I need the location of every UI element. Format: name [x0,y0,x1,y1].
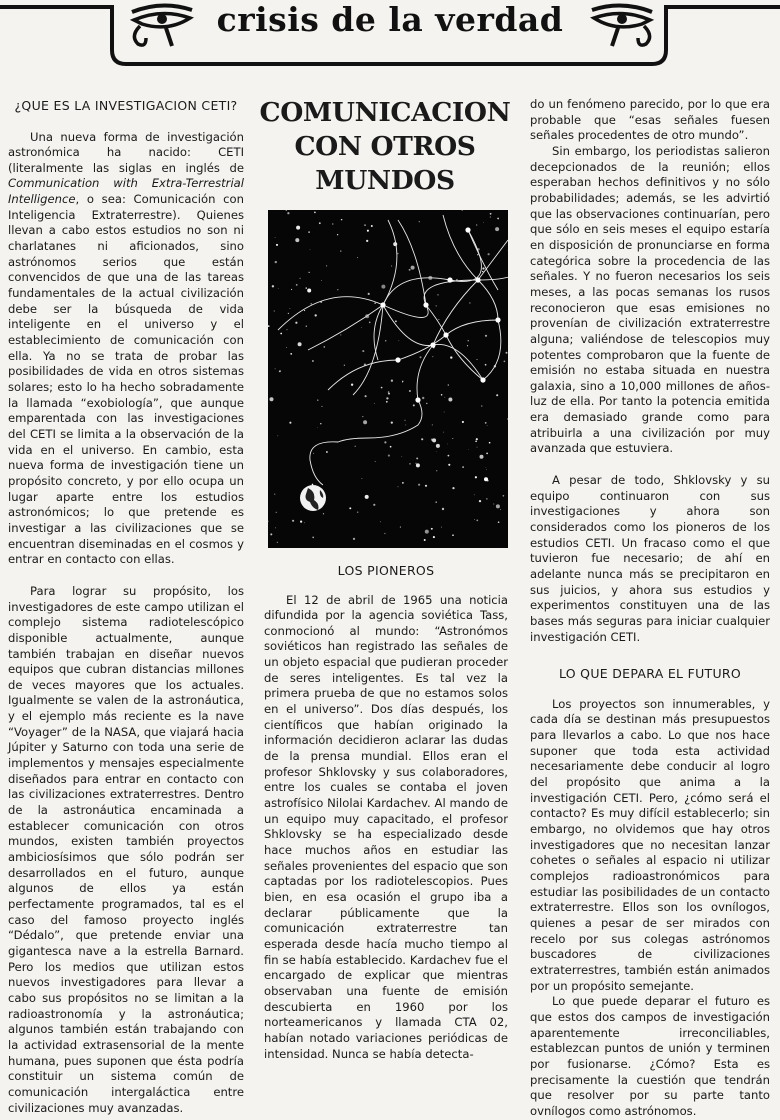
star [277,435,278,436]
star [432,424,433,425]
star [462,466,464,468]
middle-column [264,96,508,1062]
star [444,412,445,413]
star [390,446,392,448]
star [504,361,506,363]
star [474,519,475,520]
star [485,335,487,337]
star [340,334,341,335]
star [288,313,289,314]
star [500,509,501,510]
star [278,288,279,289]
article-title [252,96,518,198]
star [300,278,301,279]
star [475,440,477,442]
star [312,360,314,362]
star [409,463,410,464]
right-column [530,97,770,1120]
star [361,327,362,328]
star [275,261,277,263]
paragraph [8,130,244,568]
star [436,444,440,448]
star [486,467,487,468]
star [291,289,292,290]
star [357,257,358,258]
star-node [443,332,448,337]
star [341,219,343,221]
star-node [495,317,500,322]
star [477,254,478,255]
star [431,439,433,441]
star [480,455,484,459]
text: , o sea: Comunicación con Inteligencia Extraterrestre). Quienes llevan a cabo estos estudios no son ni charlatanes ni aficionados, sino astrónomos serios que están convencidos de que una de las tareas fundamentales de la actual civilización debe ser la búsqueda de vida inteligente en el universo y el establecimiento de comunicación con ella. Ya no se trata de probar las posibilidades de vida en otros sistemas solares; esto lo ha hecho sobradamente la llamada “exobiología”, que aunque emparentada con las investigaciones del CETI se limita a la observación de la vida en el universo. En cambio, esta nueva forma de investigación tiene un propósito concreto, y por ello ocupa un lugar aparte entre los estudios astronómicos; lo que pretende es investigar a las civilizaciones que se encuentran diseminadas en el cosmos y entrar en contacto con ellas. [8,192,244,566]
star [431,528,433,530]
star [485,422,487,424]
left-column [8,98,244,1116]
star [324,346,326,348]
star [369,322,371,324]
star [452,487,454,489]
star [409,390,411,392]
star [313,453,314,454]
paragraph: Para lograr su propósito, los investigadores de este campo utilizan el complejo sistema radiotelescópico disponible actualmente, aunque también trabajan en diseñar nuevos equipos que cubran distancias millones de veces mayores que los actuales. Igualmente se valen de la astronáutica, y el ejemplo más reciente es la nave “Voyager” de la NASA, que viajará hacia Júpiter y Saturno con toda una serie de implementos y mensajes especialmente diseñados para entrar en contacto con las civilizaciones extraterrestres. Dentro de la astronáutica encaminada a establecer comunicación con otros mundos, existen también proyectos ambiciosísimos que sólo podrán ser desarrollados en el futuro, aunque algunos de ellos ya están perfectamente programados, tal es el caso del famoso proyecto inglés “Dédalo”, que pretende enviar una gigantesca nave a la estrella Barnard. Pero los medios que utilizan estos nuevos investigadores para llevar a cabo sus propósitos no se limitan a la radioastronomía y la astronáutica; algunos también están trabajando con la actividad extrasensorial de la mente humana, pues suponen que ésta podría constituir un sistema común de comunicación intergaláctica entre civilizaciones muy avanzadas. [8,584,244,1116]
star [274,311,275,312]
filament [308,305,483,380]
star [384,533,385,534]
star [400,527,401,528]
star [275,528,276,529]
star [484,477,488,481]
star-node [415,397,420,402]
section-heading-futuro: LO QUE DEPARA EL FUTURO [530,666,770,682]
star [362,350,364,352]
star [419,221,420,222]
star [425,485,427,487]
star [447,444,448,445]
star [326,451,328,453]
star [479,500,481,502]
star [312,536,314,538]
star [274,494,275,495]
star [386,397,388,399]
star [490,213,492,215]
star [380,521,381,522]
star [476,520,478,522]
star [496,394,498,396]
title-line: MUNDOS [252,164,518,198]
star [411,266,415,270]
paragraph: do un fenómeno parecido, por lo que era probable que “esas señales fuesen señales procedentes de otro mundo”. [530,97,770,144]
star [391,421,393,423]
star [312,484,314,486]
star [435,501,437,503]
star [306,326,307,327]
earth-icon [300,485,326,511]
star [462,210,463,211]
star [362,478,363,479]
star [371,225,373,227]
star [268,325,270,327]
star [384,441,386,443]
star [344,365,345,366]
star [469,302,470,303]
star [385,340,387,342]
star [413,404,415,406]
filament [310,400,422,485]
filament [328,320,498,390]
star [391,265,392,266]
star [468,340,469,341]
section-header [0,0,780,72]
star [476,224,477,225]
star [292,520,294,522]
star [507,419,508,420]
star [353,538,355,540]
star [462,421,464,423]
star [375,461,376,462]
star [506,352,508,354]
starfield-with-earth-illustration [268,210,508,548]
star [277,542,278,543]
star [448,464,450,466]
star [477,447,478,448]
star [306,287,307,288]
star [418,484,420,486]
star [476,438,478,440]
star [481,405,482,406]
star [364,224,366,226]
star [365,395,367,397]
star-node [480,377,485,382]
star [388,391,390,393]
star [321,280,322,281]
star [443,432,444,433]
star [391,380,393,382]
star [397,253,399,255]
star [295,238,299,242]
star [497,218,499,220]
star [374,303,375,304]
title-line: COMUNICACION [252,96,518,130]
star [374,403,375,404]
eye-of-horus-icon [588,2,656,50]
star [289,422,291,424]
star [322,406,323,407]
paragraph: El 12 de abril de 1965 una noticia difundida por la agencia soviética Tass, conmocionó al mundo: “Astronómos soviéticos han registrado las señales de un objeto espacial que pudieran proceder de seres inteligentes. Es tal vez la primera prueba de que no estamos solos en el universo”. Dos días después, los científicos que habían originado la información decidieron aclarar las dudas de la prensa mundial. Ellos eran el profesor Shklovsky y sus colaboradores, entre los cuales se contaba el joven astrofísico Nilolai Kardachev. Al mando de un equipo muy capacitado, el profesor Shklovsky se ha especializado desde hace muchos años en estudiar las señales provenientes del espacio que son captadas por los radiotelescopios. Pues bien, en esa ocasión el grupo iba a declarar públicamente que la comunicación extraterrestre tan esperada desde hacía mucho tiempo al fin se había establecido. Kardachev fue el encargado de explicar que mientras observaban una fuente de emisión descubierta en 1960 por los norteamericanos y llamada CTA 02, habían notado variaciones periódicas de intensidad. Nunca se había detecta- [264,593,508,1063]
star [386,401,388,403]
star [287,212,289,214]
star [332,223,333,224]
star [395,320,397,322]
star [448,384,450,386]
star [319,222,321,224]
star [419,356,421,358]
star [275,368,276,369]
star [368,293,370,295]
star [487,425,488,426]
star [475,476,477,478]
star [287,329,288,330]
star [432,356,433,357]
star [398,340,399,341]
paragraph: Los proyectos son innumerables, y cada día se destinan más presupuestos para llevarlos a cabo. Lo que nos hace suponer que toda esta actividad necesariamente debe conducir al logro del propósito que anima a la investigación CETI. Pero, ¿cómo será el contacto? Es muy difícil establecerlo; sin embargo, no olvidemos que hay otros investigadores que no necesitan lanzar cohetes o señales al espacio ni utilizar complejos radioastronómicos para estudiar las posibilidades de un contacto extraterrestre. Ellos son los ovnílogos, quienes a pesar de ser mirados con recelo por sus colegas astrónomos buscadores de civilizaciones extraterrestres, también están animados por un propósito semejante. [530,697,770,994]
star [300,521,302,523]
star [315,314,317,316]
star-node [465,227,470,232]
star [415,463,416,464]
star [404,420,405,421]
star [349,507,351,509]
star [308,231,310,233]
filament [398,220,483,380]
star [468,449,469,450]
star [270,397,274,401]
star [489,442,491,444]
star [296,226,300,230]
star [401,456,402,457]
star [436,305,437,306]
star [311,303,312,304]
star [337,289,338,290]
section-heading-ceti: ¿QUE ES LA INVESTIGACION CETI? [8,98,244,114]
star [405,424,406,425]
section-heading-pioneros: LOS PIONEROS [264,563,508,579]
star [309,272,310,273]
star [452,438,453,439]
star [441,527,442,528]
star [388,393,390,395]
star-node [447,277,452,282]
eye-of-horus-icon [128,2,196,50]
star [320,423,321,424]
header-title: crisis de la verdad [200,0,580,40]
star [381,387,383,389]
star [365,495,369,499]
star [441,394,443,396]
star [416,457,418,459]
star [496,504,500,508]
star [421,438,423,440]
star [444,397,445,398]
star [402,482,404,484]
title-line: CON OTROS [252,130,518,164]
star [436,451,437,452]
star [355,446,356,447]
star [304,310,305,311]
star [337,234,338,235]
italic-text: Communication with Extra-Terrestrial Intelligence [8,176,244,206]
star [290,353,292,355]
star [272,285,274,287]
paragraph: Lo que puede deparar el futuro es que estos dos campos de investigación aparentemente irreconciliables, establezcan puntos de unión y terminen por fusionarse. ¿Cómo? Esta es precisamente la cuestión que tendrán que resolver por su parte tanto ovnílogos como astrónomos. [530,994,770,1119]
star [279,370,281,372]
star [367,230,369,232]
star [388,455,390,457]
star [304,522,305,523]
star [366,240,368,242]
star [373,504,375,506]
star-node [423,302,428,307]
star [317,399,318,400]
star [425,530,429,534]
star [362,416,363,417]
star [276,244,278,246]
star [498,521,500,523]
text: Una nueva forma de investigación astronómica ha nacido: CETI (literalmente las siglas en inglés de [8,130,244,175]
star [275,237,276,238]
star [436,470,437,471]
star [310,249,311,250]
star [276,512,277,513]
star [486,469,487,470]
star [314,212,316,214]
star [351,384,353,386]
star [317,427,318,428]
star [438,319,439,320]
star [433,536,435,538]
star [450,356,452,358]
paragraph: Sin embargo, los periodistas salieron decepcionados de la reunión; ellos esperaban hechos definitivos y no sólo probabilidades; además, se les advirtió que las observaciones continuarían, pero que sólo en seis meses el equipo estaría en disposición de pronunciarse en forma categórica sobre la procedencia de las señales. Y no fueron necesarios los seis meses, a las pocas semanas los rusos reconocieron que esas emisiones no provenían de civilización extraterrestre alguna; valiéndose de telescopios muy potentes comprobaron que la fuente de emisión no estaba situada en nuestra galaxia, sino a 10,000 millones de años-luz de ella. Por tanto la potencia emitida era demasiado grande como para atribuirla a una civilización por muy avanzada que estuviera. [530,144,770,457]
star [295,322,297,324]
star [490,216,491,217]
star [363,420,367,424]
star-node [380,302,385,307]
star [307,289,311,293]
star [474,495,475,496]
star [483,222,484,223]
star [323,513,324,514]
star [485,364,487,366]
star-node [395,357,400,362]
star [286,347,287,348]
star [503,495,505,497]
star [437,294,438,295]
star-node [475,277,480,282]
star [448,455,450,457]
star [402,381,403,382]
star [398,486,399,487]
star [426,403,427,404]
star [286,210,287,211]
star [326,265,327,266]
star [424,539,426,541]
star [422,397,424,399]
star [488,253,490,255]
star [486,498,487,499]
star [381,285,385,289]
star [493,503,494,504]
star [296,284,298,286]
star [495,227,499,231]
star [482,267,484,269]
star [477,359,478,360]
star [452,534,454,536]
star [340,250,341,251]
star [416,463,420,467]
star [270,533,272,535]
star [298,342,302,346]
star [486,453,488,455]
star [467,345,468,346]
star [357,512,358,513]
star [482,271,483,272]
star [280,333,282,335]
star [409,269,411,271]
star-node [430,342,435,347]
star [448,398,452,402]
paragraph: A pesar de todo, Shklovsky y su equipo continuaron con sus investigaciones y ahora son considerados como los pioneros de los estudios CETI. Un fracaso como el que tuvieron fue necesario; de ahí en adelante nunca más se precipitaron en sus juicios, y ahora sus estudios y experimentos constituyen una de las bases más seguras para iniciar cualquier investigación CETI. [530,473,770,645]
star [442,508,444,510]
starfield-svg [268,210,508,548]
star [290,308,291,309]
